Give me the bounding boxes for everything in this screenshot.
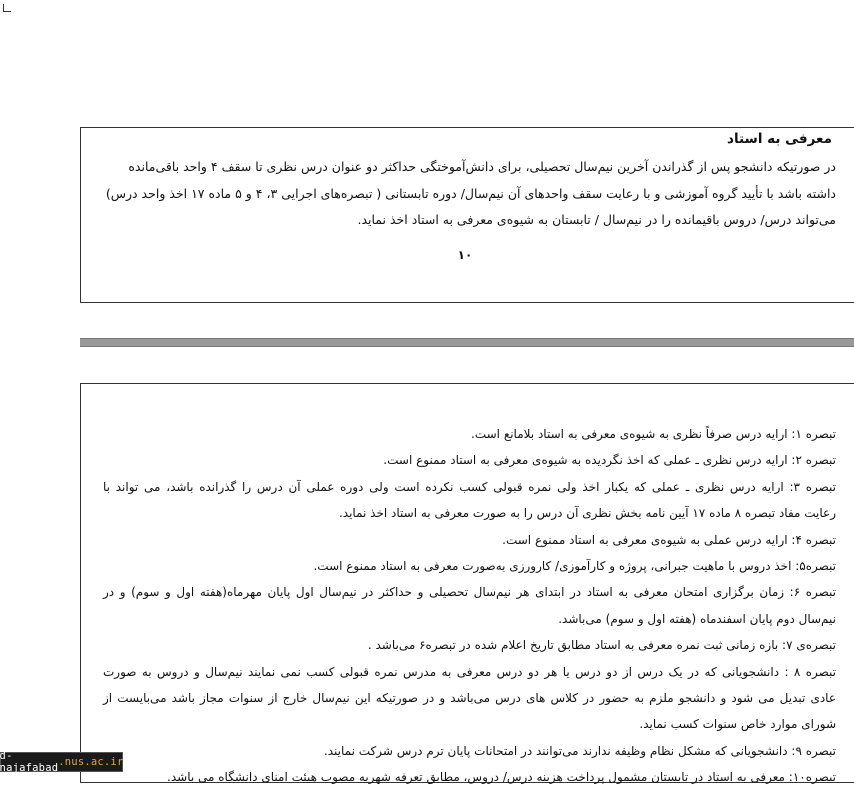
note-line: شورای موارد خاص سنوات کسب نماید. (639, 717, 836, 732)
watermark-prefix: d-najafabad (0, 750, 59, 774)
section-title: معرفی به استاد (727, 131, 832, 147)
paragraph-line: در صورتیکه دانشجو پس از گذراندن آخرین نیم‌سال تحصیلی، برای دانش‌آموختگی حداکثر دو عنوان درس نظری تا سقف ۴ واحد باقی‌مانده (128, 159, 836, 174)
note-line: تبصره۵: اخذ دروس با ماهیت جبرانی، پروژه و کارآموزی/ کارورزی به‌صورت معرفی به استاد ممنوع است. (313, 559, 836, 574)
note-line: تبصره‌ی ۷: بازه زمانی ثبت نمره معرفی به استاد مطابق تاریخ اعلام شده در تبصره۶ می‌باشد . (367, 638, 836, 653)
page-number: ۱۰ (457, 248, 473, 262)
notes-list (103, 421, 836, 791)
note-line: تبصره ۳: ارایه درس نظری ـ عملی که یکبار اخذ ولی نمره قبولی کسب نکرده است ولی دوره عملی آن درس را گذرانده باشد، می تواند با (103, 479, 837, 494)
note-line: تبصره ۲: ارایه درس نظری ـ عملی که اخذ نگردیده به شیوه‌ی معرفی به استاد ممنوع است. (383, 453, 836, 468)
site-watermark-badge (0, 752, 123, 772)
page-corner-mark (3, 4, 11, 12)
note-line: نیم‌سال دوم پایان اسفندماه (هفته اول و سوم) می‌باشد. (558, 611, 836, 626)
paragraph-line: داشته باشد با تأیید گروه آموزشی و با رعایت سقف واحدهای آن نیم‌سال/ دوره تابستانی ( تبصره‌های اجرایی ۳، ۴ و ۵ ماده ۱۷ اخذ واحد درس) (105, 185, 836, 201)
watermark-suffix: .nus.ac.ir (58, 756, 124, 768)
note-line: رعایت مفاد تبصره ۸ ماده ۱۷ آیین نامه بخش نظری آن درس را به صورت معرفی به استاد اخذ نماید. (338, 506, 836, 521)
page-separator (80, 338, 854, 347)
note-line: تبصره ۸ : دانشجویانی که در یک درس از دو درس یا هر دو درس معرفی به مدرس نمره قبولی کسب نمی نمایند نیم‌سال و دروس به صورت (103, 664, 837, 679)
note-line: تبصره۱۰: معرفی به استاد در تابستان مشمول پرداخت هزینه درس/ دروس، مطابق تعرفه شهریه مصوب هیئت امنای دانشگاه می باشد. (167, 770, 836, 785)
intro-paragraph (103, 154, 836, 234)
note-line: تبصره ۶: زمان برگزاری امتحان معرفی به استاد در ابتدای هر نیم‌سال تحصیلی و حداکثر در نیم‌سال اول پایان مهرماه(هفته اول و سوم) و در (103, 585, 837, 600)
paragraph-line: می‌تواند درس/ دروس باقیمانده را در نیم‌سال / تابستان به شیوه‌ی معرفی به استاد اخذ نماید. (357, 212, 836, 227)
note-line: تبصره ۴: ارایه درس عملی به شیوه‌ی معرفی به استاد ممنوع است. (502, 532, 836, 547)
note-line: تبصره ۱: ارایه درس صرفاً نظری به شیوه‌ی معرفی به استاد بلامانع است. (471, 427, 836, 441)
note-line: عادی تبدیل می شود و دانشجو ملزم به حضور در کلاس های درس می‌باشد و در صورتیکه این نیم‌سال خارج از سنوات مجاز باشد می‌بایست از (103, 691, 836, 706)
note-line: تبصره ۹: دانشجویانی که مشکل نظام وظیفه ندارند می‌توانند در امتحانات پایان ترم درس شرکت نمایند. (323, 743, 836, 758)
